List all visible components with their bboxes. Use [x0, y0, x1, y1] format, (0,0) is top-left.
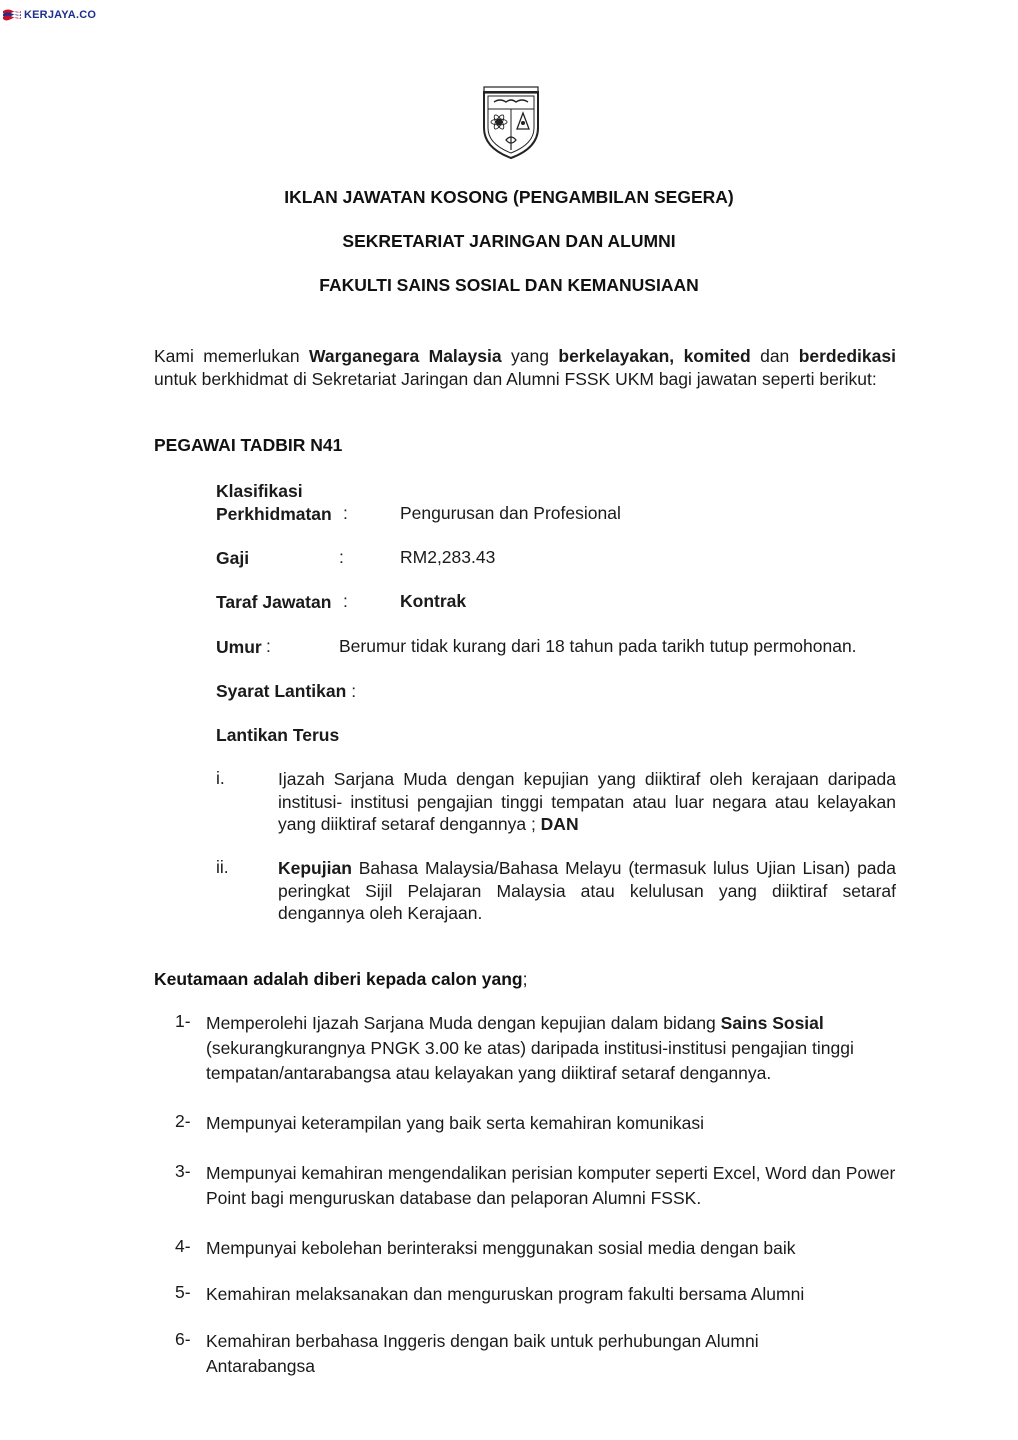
- preference-item: Mempunyai kemahiran mengendalikan perisian komputer seperti Excel, Word dan Power Point bagi menguruskan database dan pelaporan Alumni FSSK.: [206, 1163, 896, 1208]
- syarat-colon: :: [346, 681, 357, 701]
- preference-item: Mempunyai kebolehan berinteraksi menggunakan sosial media dengan baik: [206, 1238, 796, 1258]
- preference-item: Kemahiran berbahasa Inggeris dengan baik untuk perhubungan Alumni Antarabangsa: [206, 1331, 759, 1376]
- field-value-klasifikasi: Pengurusan dan Profesional: [400, 503, 621, 523]
- syarat-label-text: Syarat Lantikan: [216, 681, 347, 701]
- field-label-line: Perkhidmatan: [216, 503, 332, 524]
- intro-bold-dedicated: berdedikasi: [798, 346, 896, 366]
- requirement-number: ii.: [216, 857, 229, 877]
- preference-bold: Sains Sosial: [720, 1013, 824, 1033]
- intro-bold-qualified: berkelayakan, komited: [558, 346, 751, 366]
- requirement-bold: Kepujian: [278, 858, 352, 878]
- intro-text: yang: [501, 346, 559, 366]
- field-label-taraf: Taraf Jawatan: [216, 592, 332, 612]
- preference-text: (sekurangkurangnya PNGK 3.00 ke atas) daripada institusi-institusi pengajian tinggi tempatan/antarabangsa atau kelayakan yang diiktiraf setaraf dengannya.: [206, 1038, 854, 1083]
- preference-text: Memperolehi Ijazah Sarjana Muda dengan kepujian dalam bidang: [206, 1013, 721, 1033]
- requirement-bold: DAN: [540, 814, 579, 834]
- preference-number: 3-: [175, 1161, 191, 1181]
- field-value-umur: Berumur tidak kurang dari 18 tahun pada tarikh tutup permohonan.: [339, 636, 857, 656]
- ukm-crest-icon: [480, 84, 542, 160]
- field-label-umur: Umur: [216, 637, 262, 657]
- intro-text: untuk berkhidmat di Sekretariat Jaringan dan Alumni FSSK UKM bagi jawatan seperti berikut:: [154, 368, 877, 389]
- requirement-item: [278, 857, 896, 925]
- preference-item: Kemahiran melaksanakan dan menguruskan program fakulti bersama Alumni: [206, 1284, 805, 1304]
- intro-text: Kami memerlukan: [154, 346, 309, 366]
- preference-number: 5-: [175, 1282, 191, 1302]
- watermark-text: KERJAYA.CO: [24, 9, 97, 21]
- title-faculty: FAKULTI SAINS SOSIAL DAN KEMANUSIAAN: [319, 275, 699, 295]
- field-colon: :: [343, 503, 348, 523]
- title-advert: IKLAN JAWATAN KOSONG (PENGAMBILAN SEGERA): [284, 187, 734, 207]
- preference-heading-tail: ;: [522, 969, 528, 989]
- field-colon: :: [266, 636, 271, 656]
- field-colon: :: [343, 591, 348, 611]
- kerjaya-watermark: [2, 8, 96, 22]
- requirement-text: Bahasa Malaysia/Bahasa Melayu (termasuk lulus Ujian Lisan) pada peringkat Sijil Pelajaran Malaysia atau kelulusan yang diiktiraf setaraf dengannya oleh Kerajaan.: [278, 858, 896, 923]
- title-secretariat: SEKRETARIAT JARINGAN DAN ALUMNI: [342, 231, 676, 251]
- requirement-item: [278, 768, 896, 836]
- intro-paragraph: [154, 345, 896, 390]
- preference-number: 2-: [175, 1111, 191, 1131]
- preference-number: 4-: [175, 1236, 191, 1256]
- malaysia-flag-icon: [2, 8, 22, 22]
- syarat-lantikan-label: [216, 680, 356, 703]
- field-label-klasifikasi: [216, 480, 332, 525]
- field-label-gaji: Gaji: [216, 548, 250, 568]
- field-colon: :: [339, 547, 344, 567]
- preference-heading: [154, 969, 527, 990]
- field-value-taraf: Kontrak: [400, 591, 467, 611]
- preference-item: Mempunyai keterampilan yang baik serta kemahiran komunikasi: [206, 1113, 705, 1133]
- preference-item: [206, 1011, 906, 1086]
- requirement-text: Ijazah Sarjana Muda dengan kepujian yang diiktiraf oleh kerajaan daripada institusi- institusi pengajian tinggi tempatan atau luar negara atau kelayakan yang diiktiraf setaraf dengannya ;: [278, 769, 896, 834]
- lantikan-terus-heading: Lantikan Terus: [216, 725, 340, 745]
- university-crest: [480, 84, 542, 160]
- preference-number: 6-: [175, 1329, 191, 1349]
- intro-bold-citizenship: Warganegara Malaysia: [308, 346, 502, 366]
- intro-text: dan: [750, 346, 799, 366]
- preference-number: 1-: [175, 1011, 191, 1031]
- field-value-gaji: RM2,283.43: [400, 547, 496, 567]
- position-title: PEGAWAI TADBIR N41: [154, 435, 343, 455]
- requirement-number: i.: [216, 768, 225, 788]
- preference-heading-text: Keutamaan adalah diberi kepada calon yang: [154, 969, 523, 989]
- field-label-line: Klasifikasi: [216, 481, 303, 501]
